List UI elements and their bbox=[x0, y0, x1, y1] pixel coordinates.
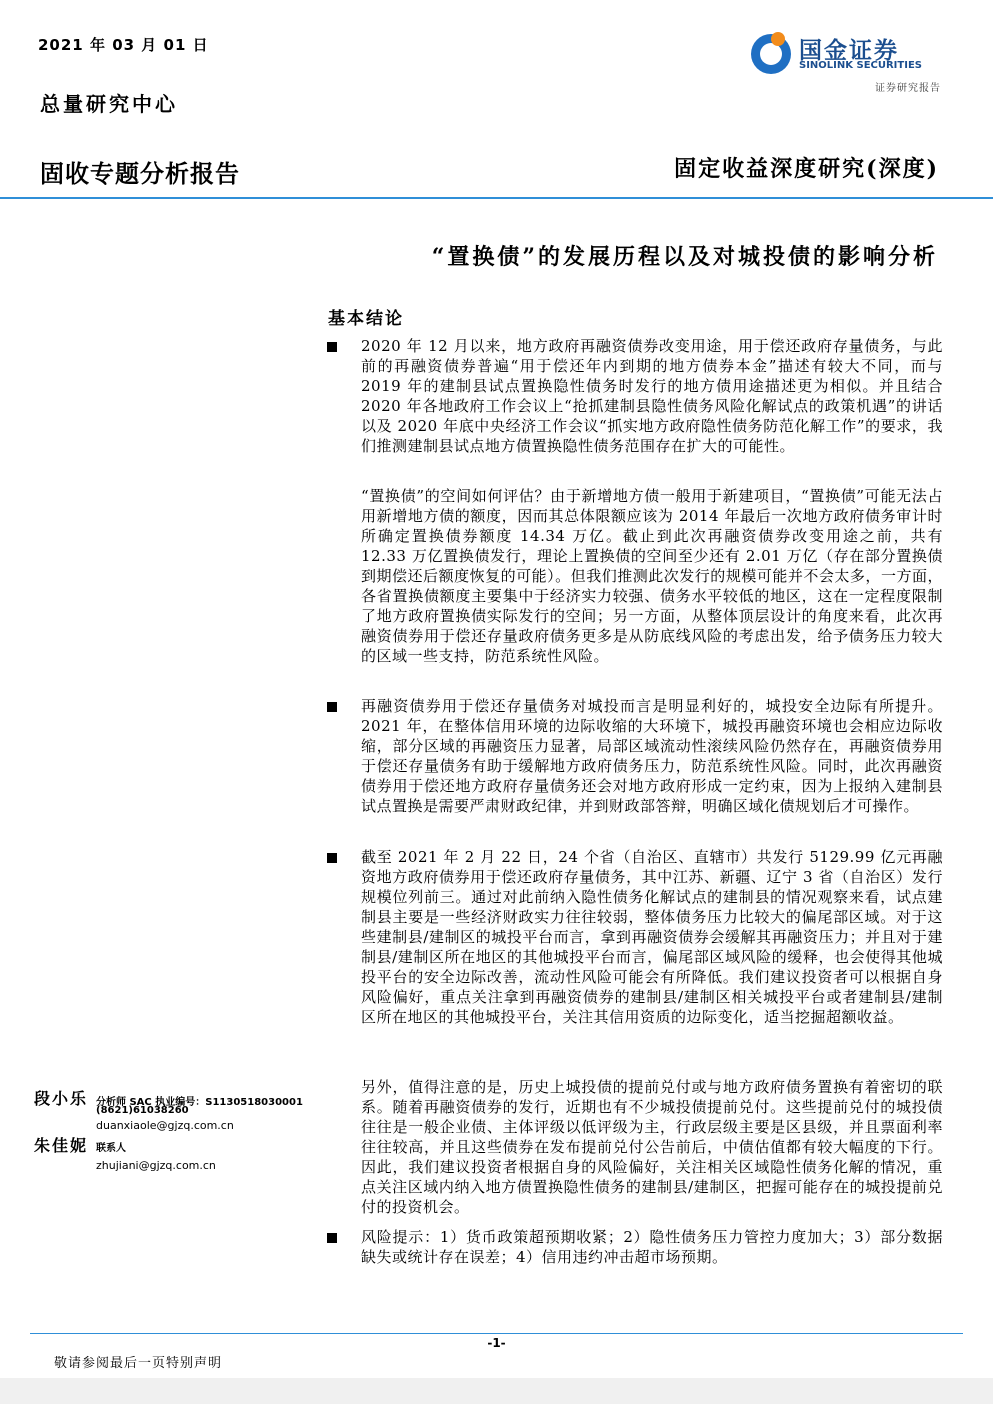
logo-english-name: SINOLINK SECURITIES bbox=[799, 60, 922, 71]
sinolink-logo bbox=[751, 32, 941, 78]
report-title: “置换债”的发展历程以及对城投债的影响分析 bbox=[431, 244, 938, 270]
author-role: 联系人 bbox=[96, 1143, 126, 1154]
bullet-icon bbox=[327, 702, 337, 712]
research-center-name: 总量研究中心 bbox=[40, 92, 178, 116]
author-name: 朱佳妮 bbox=[34, 1136, 89, 1155]
page-number: -1- bbox=[487, 1336, 506, 1350]
bullet-icon bbox=[327, 1233, 337, 1243]
author-phone: (8621)61038260 bbox=[96, 1105, 189, 1116]
paragraph-5: 另外，值得注意的是，历史上城投债的提前兑付或与地方政府债务置换有着密切的联系。随着再融资债券的发行，近期也有不少城投债提前兑付。这些提前兑付的城投债往往是一般企业债、主体评级以低评级为主，行政层级主要是区县级，并且票面利率往往较高，并且这些债券在发布提前兑付公告前后，中债估值都有较大幅度的下行。因此，我们建议投资者根据自身的风险偏好，关注相关区域隐性债务化解的情况，重点关注区域内纳入地方债置换隐性债务的建制县/建制区，把握可能存在的城投提前兑付的投资机会。 bbox=[361, 1078, 943, 1216]
author-email-link[interactable]: zhujiani@gjzq.com.cn bbox=[96, 1159, 216, 1172]
paragraph-2: “置换债”的空间如何评估？由于新增地方债一般用于新建项目，“置换债”可能无法占用新增地方债的额度，因而其总体限额应该为 2014 年最后一次地方政府债务审计时所确定置换债券额度 14.34 万亿。截止到此次再融资债券改变用途之前，共有 12.33 万亿置换债发行，理论上置换债的空间至少还有 2.01 万亿（存在部分置换债到期偿还后额度恢复的可能）。但我们推测此次发行的规模可能并不会太多，一方面，各省置换债额度主要集中于经济实力较强、债务水平较低的地区，这在一定程度限制了地方政府置换债实际发行的空间；另一方面，从整体顶层设计的角度来看，此次再融资债券用于偿还存量政府债务更多是从防底线风险的考虑出发，给予债务压力较大的区域一些支持，防范系统性风险。 bbox=[361, 487, 943, 665]
paragraph-4: 截至 2021 年 2 月 22 日，24 个省（自治区、直辖市）共发行 5129.99 亿元再融资地方政府债券用于偿还政府存量债务，其中江苏、新疆、辽宁 3 省（自治区）发行规模位列前三。通过对此前纳入隐性债务化解试点的建制县的情况观察来看，试点建制县主要是一些经济财政实力往往较弱，整体债务压力比较大的偏尾部区域。对于这些建制县/建制区的城投平台而言，拿到再融资债券会缓解其再融资压力；并且对于建制县/建制区所在地区的其他城投平台而言，偏尾部区域风险的缓释，也会使得其他城投平台的安全边际改善，流动性风险可能会有所降低。我们建议投资者可以根据自身风险偏好，重点关注拿到再融资债券的建制县/建制区相关城投平台或者建制县/建制区所在地区的其他城投平台，关注其信用资质的边际变化，适当挖掘超额收益。 bbox=[361, 848, 943, 1026]
paragraph-3: 再融资债券用于偿还存量债务对城投而言是明显利好的，城投安全边际有所提升。2021 年，在整体信用环境的边际收缩的大环境下，城投再融资环境也会相应边际收缩，部分区域的再融资压力显著，局部区域流动性滚续风险仍然存在，再融资债券用于偿还存量债务有助于缓解地方政府债务压力，防范系统性风险。同时，此次再融资债券用于偿还地方政府存量债务还会对地方政府形成一定约束，因为上报纳入建制县试点置换是需要严肃财政纪律，并到财政部答辩，明确区域化债规划后才可操作。 bbox=[361, 697, 943, 815]
bullet-icon bbox=[327, 853, 337, 863]
logo-subtitle: 证券研究报告 bbox=[875, 83, 941, 94]
logo-dot-icon bbox=[771, 32, 785, 46]
header-divider bbox=[0, 197, 993, 199]
report-date: 2021 年 03 月 01 日 bbox=[38, 36, 209, 54]
author-role: 分析师 SAC 执业编号：S1130518030001 bbox=[96, 1097, 303, 1108]
footer-divider bbox=[30, 1333, 963, 1334]
report-type: 固收专题分析报告 bbox=[40, 160, 240, 188]
author-email-link[interactable]: duanxiaole@gjzq.com.cn bbox=[96, 1119, 234, 1132]
report-subtype: 固定收益深度研究(深度) bbox=[674, 156, 939, 182]
footer-disclaimer: 敬请参阅最后一页特别声明 bbox=[54, 1356, 223, 1371]
author-name: 段小乐 bbox=[34, 1089, 89, 1108]
paragraph-1: 2020 年 12 月以来，地方政府再融资债券改变用途，用于偿还政府存量债务，与此前的再融资债券普遍“用于偿还年内到期的地方债券本金”描述有较大不同，而与 2019 年的建制县试点置换隐性债务时发行的地方债用途描述更为相似。并且结合 2020 年各地政府工作会议上“抢抓建制县隐性债务风险化解试点的政策机遇”的讲话以及 2020 年底中央经济工作会议“抓实地方政府隐性债务防范化解工作”的要求，我们推测建制县试点地方债置换隐性债务范围存在扩大的可能性。 bbox=[361, 337, 943, 455]
paragraph-6: 风险提示：1）货币政策超预期收紧；2）隐性债务压力管控力度加大；3）部分数据缺失或统计存在误差；4）信用违约冲击超市场预期。 bbox=[361, 1228, 943, 1266]
section-title: 基本结论 bbox=[328, 309, 404, 329]
bullet-icon bbox=[327, 342, 337, 352]
logo-chinese-name: 国金证券 bbox=[799, 38, 899, 64]
bottom-bar bbox=[0, 1378, 993, 1404]
